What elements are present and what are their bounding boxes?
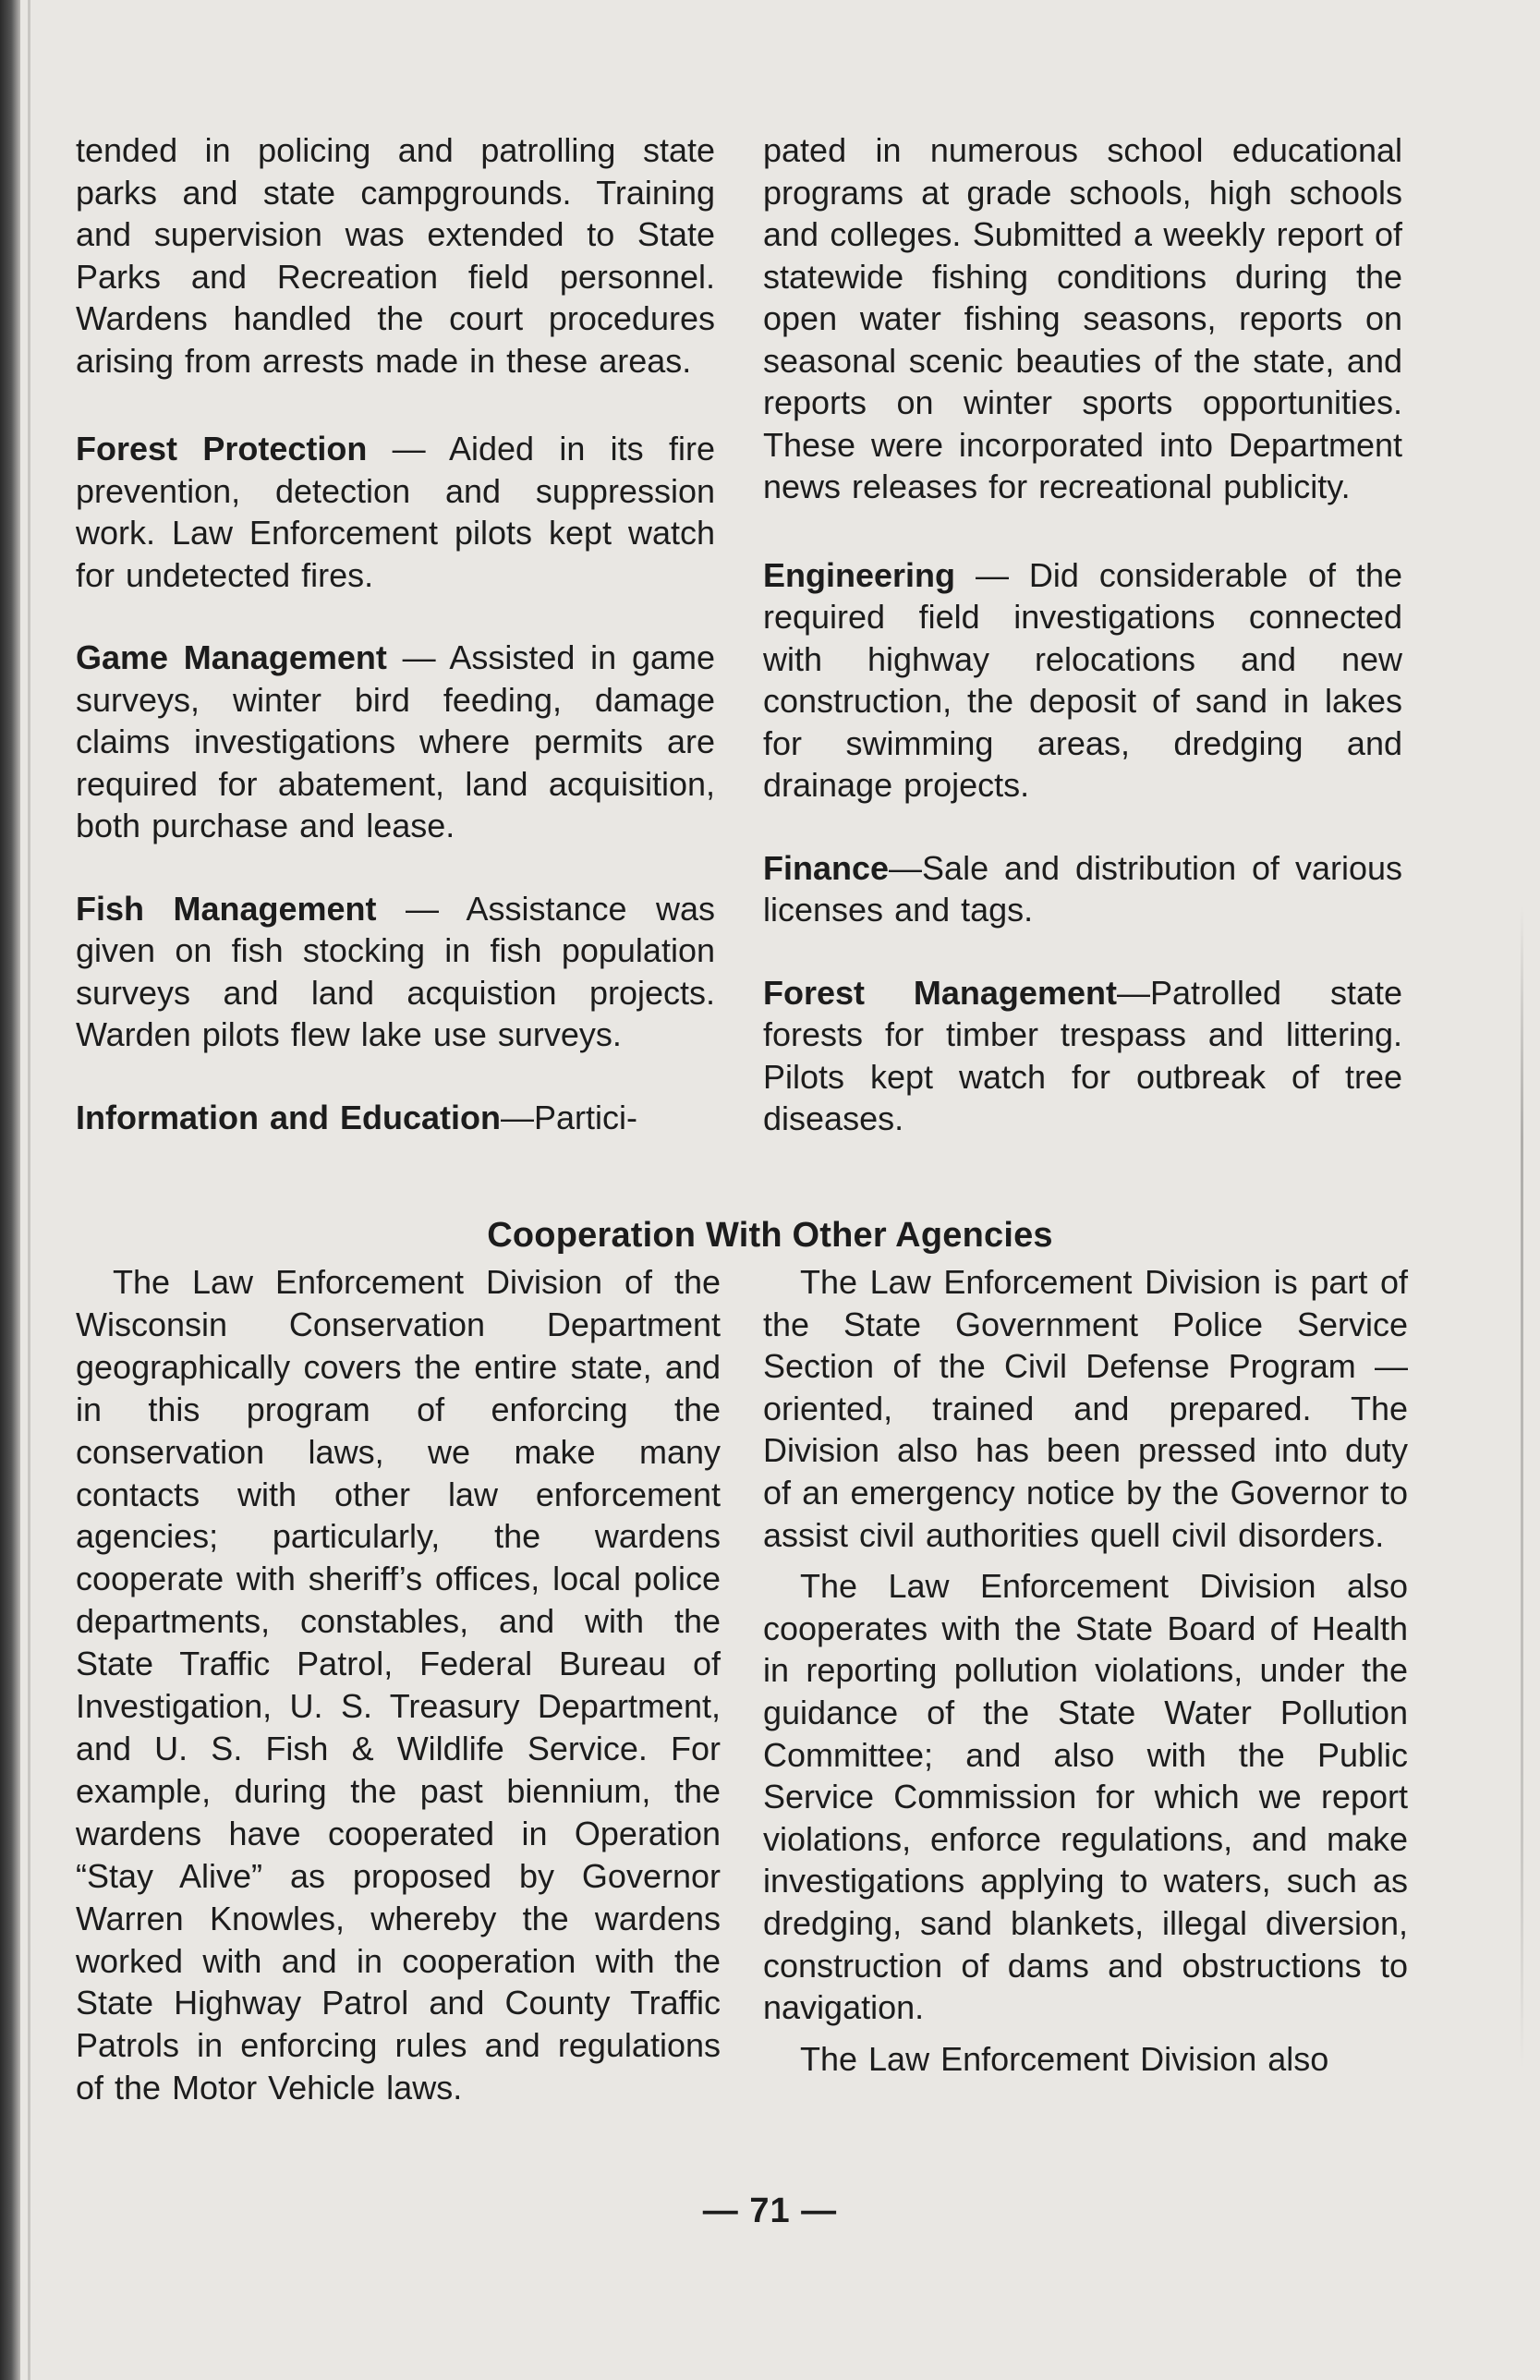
game-management-heading: Game Management <box>76 638 387 676</box>
forest-management-text: —Patrolled state forests for timber trespass and littering. Pilots kept watch for outbreak of tree diseases. <box>763 973 1402 1137</box>
section-title: Cooperation With Other Agencies <box>487 1216 1053 1255</box>
forest-management-heading: Forest Management <box>763 973 1117 1012</box>
engineering-heading: Engineering <box>763 555 956 594</box>
game-management-text: — Assisted in game surveys, winter bird feeding, damage claims investigations where permits are required for abatement, land acquisition, both purchase and lease. <box>76 638 715 844</box>
right-column-bottom <box>763 1261 1408 2080</box>
information-education-paragraph <box>76 1097 715 1139</box>
education-continued-paragraph: pated in numerous school educational programs at grade schools, high schools and colleges. Submitted a weekly report of statewide fishing conditions during the open water fishing seasons, reports on seasonal scenic beauties of the state, and reports on winter sports opportunities. These were incorporated into Department news releases for recreational publicity. <box>763 131 1402 505</box>
finance-paragraph <box>763 847 1402 931</box>
left-column-bottom <box>76 1261 721 2109</box>
binding-shadow-line <box>28 0 30 2380</box>
fish-management-heading: Fish Management <box>76 889 377 928</box>
page-number: — 71 — <box>702 2192 838 2230</box>
continued-paragraph: The Law Enforcement Division also <box>800 2039 1329 2078</box>
cooperation-paragraph: The Law Enforcement Division of the Wisconsin Conservation Department geographically covers the entire state, and in this program of enforcing the conservation laws, we make many contacts with other law enforcement agencies; particularly, the wardens cooperate with sheriff’s offices, local police departments, constables, and with the State Traffic Patrol, Federal Bureau of Investigation, U. S. Treasury Department, and U. S. Fish & Wildlife Service. For example, during the past biennium, the wardens have cooperated in Operation “Stay Alive” as proposed by Governor Warren Knowles, whereby the wardens worked with and in cooperation with the State Highway Patrol and County Traffic Patrols in enforcing rules and regulations of the Motor Vehicle laws. <box>76 1263 721 2107</box>
engineering-paragraph <box>763 554 1402 807</box>
page-binding-edge <box>0 0 20 2380</box>
left-column-top <box>76 129 715 1138</box>
engineering-text: — Did considerable of the required field investigations connected with highway relocations and new construction, the deposit of sand in lakes for swimming areas, dredging and drainage projects. <box>763 555 1402 804</box>
finance-heading: Finance <box>763 848 890 887</box>
game-management-paragraph <box>76 637 715 847</box>
right-column-top <box>763 129 1402 1140</box>
forest-management-paragraph <box>763 972 1402 1140</box>
forest-protection-paragraph <box>76 428 715 596</box>
forest-protection-heading: Forest Protection <box>76 430 368 468</box>
fish-management-text: — Assistance was given on fish stocking in fish population surveys and land acquistion projects. Warden pilots flew lake use surveys. <box>76 889 715 1053</box>
civil-defense-paragraph: The Law Enforcement Division is part of the State Government Police Service Section of the Civil Defense Program — oriented, trained and prepared. The Division also has been pressed into duty of an emergency notice by the Governor to assist civil authorities quell civil disorders. <box>763 1263 1408 1554</box>
finance-text: —Sale and distribution of various licenses and tags. <box>763 848 1402 929</box>
right-edge-mark <box>1521 905 1523 2070</box>
board-of-health-paragraph: The Law Enforcement Division also cooperates with the State Board of Health in reporting pollution violations, under the guidance of the State Water Pollution Committee; and also with the Public Service Commission for which we report violations, enforce regulations, and make investigations applying to waters, such as dredging, sand blankets, illegal diversion, construction of dams and obstructions to navigation. <box>763 1567 1408 2027</box>
fish-management-paragraph <box>76 888 715 1056</box>
information-education-text: —Partici- <box>501 1098 638 1136</box>
parks-paragraph: tended in policing and patrolling state parks and state campgrounds. Training and supervision was extended to State Parks and Recreation field personnel. Wardens handled the court procedures arising from arrests made in these areas. <box>76 131 715 380</box>
information-education-heading: Information and Education <box>76 1098 501 1136</box>
forest-protection-text: — Aided in its fire prevention, detection and suppression work. Law Enforcement pilots kept watch for undetected fires. <box>76 430 715 594</box>
